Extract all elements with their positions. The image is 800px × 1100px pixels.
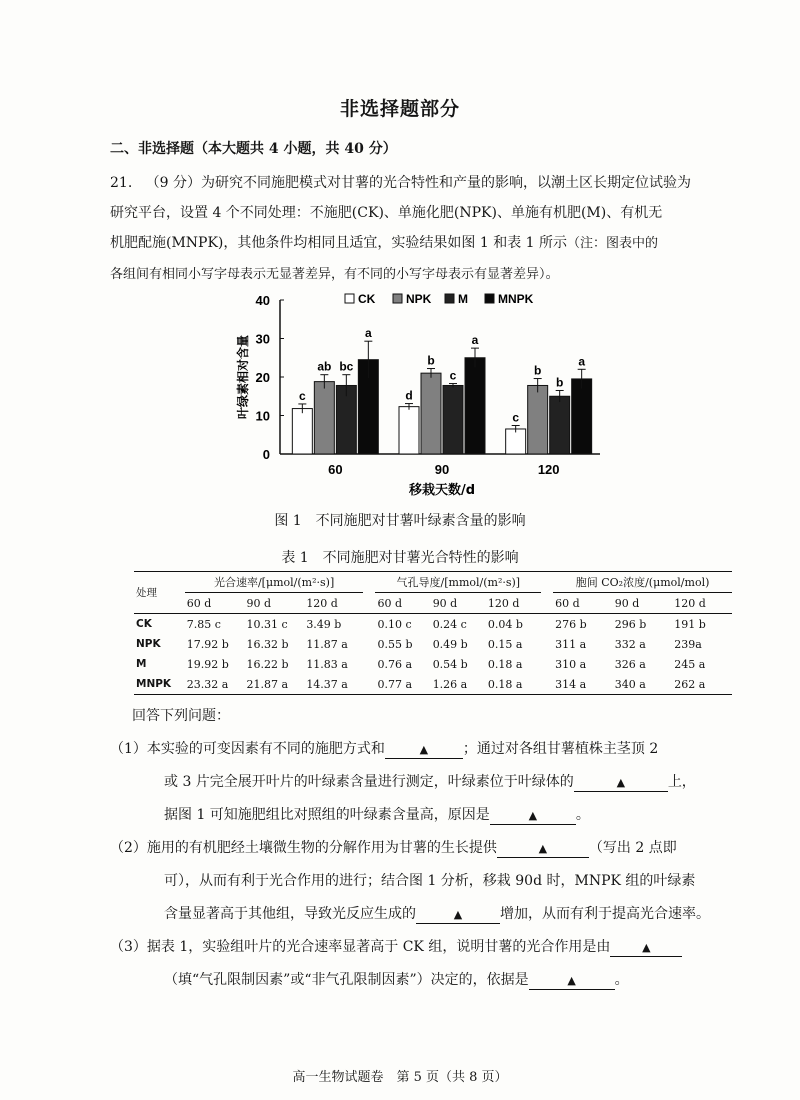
table-cell: 0.77 a	[375, 674, 430, 695]
legend-label-ck: CK	[358, 292, 376, 306]
stem-text-3: 机肥配施(MNPK)，其他条件均相同且适宜，实验结果如图 1 和表 1 所示	[110, 235, 568, 251]
part-note: （本大题共 4 小题，共 40 分）	[194, 141, 397, 157]
table-cell: 19.92 b	[186, 657, 229, 671]
group-rate: 光合速率/[μmol/(m²·s)]	[185, 572, 364, 593]
table-cell: 0.04 b	[486, 614, 541, 635]
triangle-icon: ▲	[419, 743, 429, 756]
q1-text-2b: 上，	[667, 774, 696, 790]
bar-ck-120	[506, 429, 526, 454]
question-number: 21.	[110, 175, 133, 191]
q2-line-3	[110, 898, 750, 931]
legend-label-npk: NPK	[406, 292, 432, 306]
figure-caption: 图 1 不同施肥对甘薯叶绿素含量的影响	[274, 513, 526, 529]
y-tick-label: 30	[255, 331, 270, 347]
table-cell: 17.92 b	[186, 637, 229, 651]
legend-swatch-mnpk	[485, 294, 494, 303]
q1-line-2	[110, 766, 750, 799]
table-subheader-row	[134, 593, 732, 614]
y-tick-label: 0	[262, 447, 270, 462]
triangle-icon: ▲	[453, 908, 463, 921]
group-conductance: 气孔导度/[mmol/(m²·s)]	[375, 572, 541, 593]
table-cell: 0.18 a	[487, 657, 523, 671]
y-tick-label: 40	[255, 293, 270, 308]
significance-letter: a	[471, 333, 479, 348]
significance-letter: bc	[339, 359, 354, 374]
stem-text-1: （9 分）为研究不同施肥模式对甘薯的光合特性和产量的影响，以潮土区长期定位试验为	[145, 175, 691, 191]
table-cell: 0.76 a	[377, 657, 413, 671]
table-cell: 245 a	[674, 657, 706, 671]
q1-text-1b: ；通过对各组甘薯植株主茎顶 2	[462, 741, 659, 757]
stem-line-4	[110, 259, 740, 290]
subheader: 90 d	[614, 596, 640, 610]
q1-text-2a: 或 3 片完全展开叶片的叶绿素含量进行测定，叶绿素位于叶绿体的	[164, 774, 574, 790]
table-cell: 0.55 b	[377, 637, 413, 651]
bar-m-90	[443, 385, 463, 454]
q2-text-3a: 含量显著高于其他组，导致光反应生成的	[164, 906, 416, 922]
table-row-header: 处理	[134, 572, 185, 614]
q1-text-3b: 。	[575, 807, 590, 823]
stem-line-4-end: 。	[545, 266, 560, 282]
q1-text-3a: 据图 1 可知施肥组比对照组的叶绿素含量高，原因是	[164, 807, 490, 823]
table-cell: 311 a	[555, 637, 587, 651]
legend-label-m: M	[458, 292, 468, 306]
q3-text-1a: （3）据表 1，实验组叶片的光合速率显著高于 CK 组，说明甘薯的光合作用是由	[110, 939, 611, 955]
stem-note-open: （注：图表中的	[567, 236, 659, 251]
table-cell: 11.83 a	[306, 657, 348, 671]
y-tick-label: 10	[255, 408, 270, 424]
answer-blank-2[interactable]	[574, 774, 668, 792]
table-cell: 314 a	[553, 674, 613, 695]
x-tick-label: 120	[537, 462, 560, 477]
significance-letter: c	[449, 368, 457, 383]
x-axis-label: 移栽天数/d	[408, 483, 476, 498]
legend-swatch-ck	[345, 294, 354, 303]
triangle-icon: ▲	[528, 809, 538, 822]
bar-m-120	[550, 396, 570, 454]
table-cell: 0.18 a	[486, 674, 541, 695]
page-footer: 高一生物试题卷 第 5 页（共 8 页）	[292, 1070, 508, 1085]
table-cell: 0.10 c	[375, 614, 430, 635]
bar-mnpk-120	[572, 379, 592, 454]
q2-line-1	[110, 832, 750, 865]
table-cell: 21.87 a	[245, 674, 305, 695]
q3-line-2	[110, 964, 750, 997]
table-cell: 191 b	[672, 614, 732, 635]
table-cell: 239a	[674, 637, 702, 651]
answer-blank-5[interactable]	[416, 906, 500, 924]
triangle-icon: ▲	[538, 842, 548, 855]
q2-text-1b: （写出 2 点即	[588, 840, 677, 856]
table-cell: 7.85 c	[185, 614, 245, 635]
answer-blank-7[interactable]	[529, 972, 615, 990]
table-caption: 表 1 不同施肥对甘薯光合特性的影响	[281, 550, 519, 566]
group-co2: 胞间 CO₂浓度/(μmol/mol)	[553, 572, 732, 593]
chlorophyll-bar-chart	[215, 288, 605, 498]
answer-blank-6[interactable]	[610, 939, 682, 957]
table-cell: 0.49 b	[432, 637, 468, 651]
table-row	[134, 614, 732, 635]
subheader: 120 d	[306, 596, 338, 610]
x-tick-label: 90	[434, 462, 450, 477]
q2-text-3b: 增加，从而有利于提高光合速率。	[500, 906, 710, 922]
x-tick-label: 60	[328, 462, 343, 477]
answer-blank-3[interactable]	[490, 807, 576, 825]
table-cell: 16.32 b	[246, 637, 289, 651]
q2-text-1a: （2）施用的有机肥经土壤微生物的分解作用为甘薯的生长提供	[110, 840, 497, 856]
stem-note: 各组间有相同小写字母表示无显著差异，有不同的小写字母表示有显著差异）	[110, 267, 546, 282]
table-row	[134, 654, 732, 674]
table-cell: 16.22 b	[246, 657, 289, 671]
q3-text-2b: 。	[614, 972, 629, 988]
treatment-name: M	[136, 658, 147, 670]
table-row	[134, 634, 732, 654]
triangle-icon: ▲	[616, 776, 626, 789]
q3-text-2a: （填“气孔限制因素”或“非气孔限制因素”）决定的，依据是	[164, 972, 529, 988]
bar-ck-90	[399, 407, 419, 454]
subheader: 90 d	[246, 596, 272, 610]
legend-swatch-npk	[393, 294, 402, 303]
table-cell: 1.26 a	[431, 674, 486, 695]
subheader: 90 d	[432, 596, 458, 610]
table-cell: 310 a	[555, 657, 587, 671]
q2-line-2: 可），从而有利于光合作用的进行；结合图 1 分析，移栽 90d 时，MNPK 组的叶绿素	[164, 873, 696, 889]
part-title: 二、非选择题	[110, 141, 194, 157]
table-cell: 0.24 c	[431, 614, 486, 635]
legend-swatch-m	[445, 294, 454, 303]
table-cell: 262 a	[672, 674, 732, 695]
sub-questions	[110, 700, 750, 997]
table-cell: 332 a	[614, 637, 646, 651]
bar-npk-120	[528, 385, 548, 454]
significance-letter: ab	[317, 359, 332, 374]
chart-svg	[215, 288, 605, 498]
table-cell: 23.32 a	[185, 674, 245, 695]
subheader: 60 d	[555, 596, 580, 610]
significance-letter: a	[578, 354, 586, 369]
answer-intro: 回答下列问题：	[132, 708, 230, 724]
table-cell: 3.49 b	[304, 614, 363, 635]
stem-line-1	[110, 168, 740, 198]
subheader: 60 d	[186, 596, 212, 610]
stem-line-2: 研究平台，设置 4 个不同处理：不施肥(CK)、单施化肥(NPK)、单施有机肥(M)、有机无	[110, 205, 663, 221]
significance-letter: b	[555, 375, 564, 390]
significance-letter: b	[427, 353, 435, 368]
q3-line-1	[110, 931, 750, 964]
subheader: 120 d	[674, 596, 706, 610]
table-cell: 11.87 a	[306, 637, 348, 651]
section-title: 非选择题部分	[339, 98, 460, 120]
bar-npk-60	[314, 382, 334, 454]
significance-letter: c	[512, 410, 520, 425]
significance-letter: a	[364, 326, 372, 341]
significance-letter: b	[533, 363, 542, 378]
table-cell: 10.31 c	[245, 614, 305, 635]
table-cell: 326 a	[614, 657, 646, 671]
significance-letter: c	[298, 388, 306, 403]
bar-npk-90	[421, 373, 441, 454]
q1-line-3	[110, 799, 750, 832]
photosynthesis-table	[134, 571, 732, 695]
table-group-row	[134, 572, 732, 593]
stem-line-3	[110, 228, 740, 259]
q1-line-1	[110, 733, 750, 766]
triangle-icon: ▲	[642, 941, 651, 954]
table-cell: 0.15 a	[487, 637, 523, 651]
part-heading	[110, 138, 397, 158]
treatment-name: CK	[134, 614, 185, 635]
table-cell: 340 a	[613, 674, 673, 695]
treatment-name: MNPK	[134, 674, 185, 695]
subheader: 60 d	[377, 596, 403, 610]
answer-blank-4[interactable]	[497, 840, 589, 858]
answer-blank-1[interactable]	[385, 741, 463, 759]
bar-ck-60	[292, 409, 312, 454]
significance-letter: d	[405, 388, 413, 403]
table-cell: 276 b	[553, 614, 613, 635]
bar-mnpk-90	[465, 358, 485, 454]
table-row	[134, 674, 732, 695]
table-cell: 296 b	[613, 614, 673, 635]
legend-label-mnpk: MNPK	[498, 292, 534, 306]
q1-text-1a: （1）本实验的可变因素有不同的施肥方式和	[110, 741, 385, 757]
table-cell: 0.54 b	[432, 657, 468, 671]
table-cell: 14.37 a	[304, 674, 363, 695]
triangle-icon: ▲	[567, 974, 576, 987]
question-21-stem	[110, 168, 740, 290]
subheader: 120 d	[487, 596, 520, 610]
y-axis-label: 叶绿素相对含量	[236, 334, 250, 420]
y-tick-label: 20	[255, 370, 270, 385]
treatment-name: NPK	[136, 638, 161, 650]
